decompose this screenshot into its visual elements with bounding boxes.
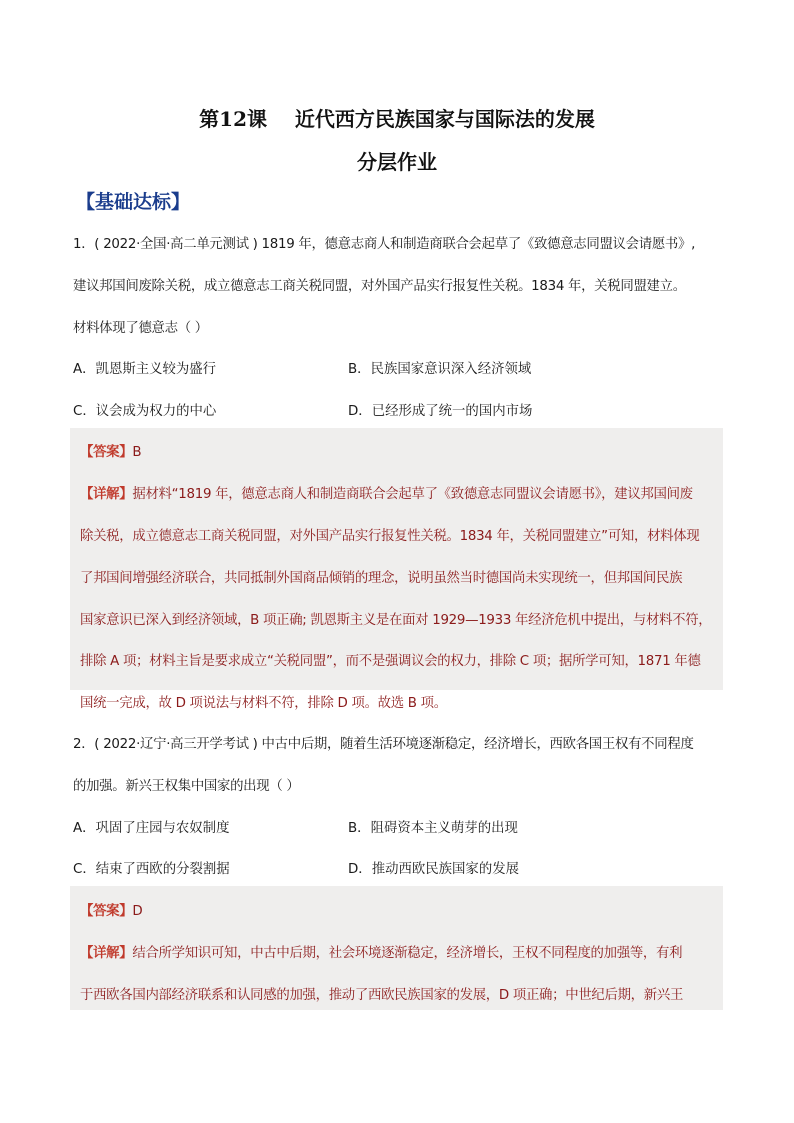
question-2-option-c: C．结束了西欧的分裂割据	[73, 862, 230, 877]
answer-value: D	[132, 904, 143, 919]
detail-2-line-1	[80, 942, 682, 961]
question-2-option-b: B．阻碍资本主义萌芽的出现	[348, 821, 518, 836]
question-1-line-1: 1．( 2022·全国·高二单元测试 ) 1819 年，德意志商人和制造商联合会起草了《致德意志同盟议会请愿书》,	[73, 237, 696, 252]
detail-1-line-3: 了邦国间增强经济联合，共同抵制外国商品倾销的理念，说明虽然当时德国尚未实现统一，但邦国间民族	[80, 571, 683, 586]
detail-1-line-5: 排除 A 项；材料主旨是要求成立“关税同盟”，而不是强调议会的权力，排除 C 项；据所学可知，1871 年德	[80, 654, 701, 669]
question-2-line-2: 的加强。新兴王权集中国家的出现（ ）	[73, 779, 300, 794]
question-2-line-1: 2．( 2022·辽宁·高三开学考试 ) 中古中后期，随着生活环境逐渐稳定，经济增长，西欧各国王权有不同程度	[73, 737, 694, 752]
question-1-option-c: C．议会成为权力的中心	[73, 404, 217, 419]
detail-text: 结合所学知识可知，中古中后期，社会环境逐渐稳定，经济增长，王权不同程度的加强等，有利	[132, 946, 683, 961]
answer-value: B	[132, 445, 142, 460]
question-1-option-a: A．凯恩斯主义较为盛行	[73, 362, 217, 377]
detail-tag: 【详解】	[80, 946, 133, 961]
question-1-line-3: 材料体现了德意志（ ）	[73, 321, 208, 336]
answer-tag: 【答案】	[80, 904, 133, 919]
detail-1-line-1	[80, 483, 693, 502]
question-2-option-a: A．巩固了庄园与农奴制度	[73, 821, 230, 836]
question-2-option-d: D．推动西欧民族国家的发展	[348, 862, 519, 877]
detail-text: 据材料“1819 年，德意志商人和制造商联合会起草了《致德意志同盟议会请愿书》，建议邦国间废	[132, 487, 693, 502]
question-1-option-d: D．已经形成了统一的国内市场	[348, 404, 533, 419]
detail-tag: 【详解】	[80, 487, 133, 502]
detail-2-line-2: 于西欧各国内部经济联系和认同感的加强，推动了西欧民族国家的发展，D 项正确；中世纪后期，新兴王	[80, 988, 684, 1003]
page-title: 第12课 近代西方民族国家与国际法的发展	[199, 107, 595, 131]
question-1-line-2: 建议邦国间废除关税，成立德意志工商关税同盟，对外国产品实行报复性关税。1834 年，关税同盟建立。	[73, 279, 686, 294]
answer-2	[80, 900, 142, 919]
detail-1-line-6: 国统一完成，故 D 项说法与材料不符，排除 D 项。故选 B 项。	[80, 696, 447, 711]
detail-1-line-4: 国家意识已深入到经济领域，B 项正确; 凯恩斯主义是在面对 1929—1933 年经济危机中提出，与材料不符，	[80, 613, 712, 628]
answer-1	[80, 441, 141, 460]
question-1-option-b: B．民族国家意识深入经济领域	[348, 362, 532, 377]
section-heading: 【基础达标】	[76, 191, 191, 213]
answer-tag: 【答案】	[80, 445, 133, 460]
detail-1-line-2: 除关税，成立德意志工商关税同盟，对外国产品实行报复性关税。1834 年，关税同盟建立”可知，材料体现	[80, 529, 700, 544]
page-subtitle: 分层作业	[357, 150, 437, 174]
